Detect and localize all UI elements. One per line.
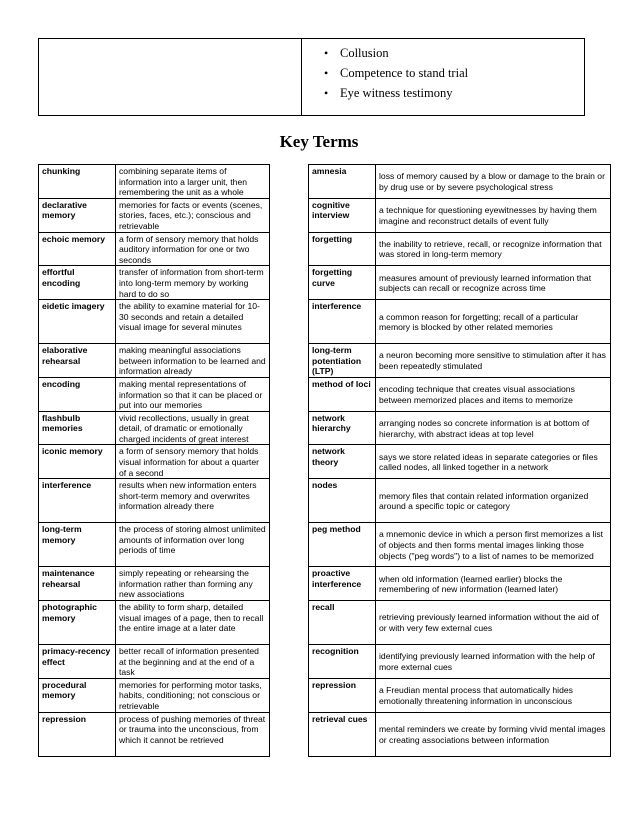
table-row <box>39 445 611 479</box>
left-term: chunking <box>39 165 116 199</box>
left-term: long-term memory <box>39 523 116 567</box>
spacer-cell <box>270 445 309 479</box>
right-term: network theory <box>309 445 376 479</box>
left-definition: results when new information enters short-term memory and overwrites information already there <box>116 479 270 523</box>
left-definition: making mental representations of information so that it can be placed or put into our memories <box>116 377 270 411</box>
left-definition: process of pushing memories of threat or trauma into the unconscious, from which it cannot be retrieved <box>116 712 270 756</box>
spacer-cell <box>270 165 309 199</box>
right-definition: retrieving previously learned information without the aid of or with very few external cues <box>376 601 611 645</box>
top-box-right-cell <box>302 39 584 115</box>
table-row <box>39 523 611 567</box>
left-term: elaborative rehearsal <box>39 344 116 378</box>
left-term: maintenance rehearsal <box>39 567 116 601</box>
left-term: primacy-recency effect <box>39 645 116 679</box>
table-row <box>39 344 611 378</box>
table-row <box>39 645 611 679</box>
right-term: nodes <box>309 479 376 523</box>
spacer-cell <box>270 712 309 756</box>
left-term: interference <box>39 479 116 523</box>
right-definition: measures amount of previously learned information that subjects can recall or recognize across time <box>376 266 611 300</box>
right-definition: the inability to retrieve, recall, or recognize information that was stored in long-term memory <box>376 232 611 266</box>
right-definition: mental reminders we create by forming vivid mental images or creating associations between information <box>376 712 611 756</box>
bullet-list <box>302 43 584 103</box>
spacer-cell <box>270 411 309 445</box>
bullet-item <box>324 43 584 63</box>
key-terms-body <box>39 165 611 757</box>
spacer-cell <box>270 601 309 645</box>
spacer-cell <box>270 232 309 266</box>
table-row <box>39 601 611 645</box>
page-title: Key Terms <box>279 132 359 151</box>
right-definition: says we store related ideas in separate categories or files called nodes, all linked together in a network <box>376 445 611 479</box>
right-definition: a technique for questioning eyewitnesses by having them imagine and reconstruct details of event fully <box>376 198 611 232</box>
right-definition: identifying previously learned information with the help of more external cues <box>376 645 611 679</box>
right-term: forgetting <box>309 232 376 266</box>
spacer-cell <box>270 523 309 567</box>
bullet-text: Collusion <box>340 46 389 60</box>
spacer-cell <box>270 678 309 712</box>
table-row <box>39 712 611 756</box>
table-row <box>39 411 611 445</box>
right-definition: a neuron becoming more sensitive to stimulation after it has been repeatedly stimulated <box>376 344 611 378</box>
right-term: recall <box>309 601 376 645</box>
right-term: long-term potentiation (LTP) <box>309 344 376 378</box>
bullet-item <box>324 83 584 103</box>
right-term: recognition <box>309 645 376 679</box>
spacer-cell <box>270 266 309 300</box>
table-row <box>39 567 611 601</box>
left-definition: memories for facts or events (scenes, stories, faces, etc.); conscious and retrievable <box>116 198 270 232</box>
table-row <box>39 165 611 199</box>
right-term: proactive interference <box>309 567 376 601</box>
bullet-icon: • <box>324 46 329 60</box>
right-definition: memory files that contain related information organized around a specific topic or category <box>376 479 611 523</box>
bullet-text: Eye witness testimony <box>340 86 453 100</box>
left-definition: a form of sensory memory that holds auditory information for one or two seconds <box>116 232 270 266</box>
right-term: forgetting curve <box>309 266 376 300</box>
right-term: network hierarchy <box>309 411 376 445</box>
left-definition: making meaningful associations between information to be learned and information already <box>116 344 270 378</box>
table-row <box>39 232 611 266</box>
spacer-cell <box>270 479 309 523</box>
left-definition: the process of storing almost unlimited amounts of information over long periods of time <box>116 523 270 567</box>
left-term: echoic memory <box>39 232 116 266</box>
spacer-cell <box>270 645 309 679</box>
right-definition: a common reason for forgetting; recall of a particular memory is blocked by other related memories <box>376 300 611 344</box>
right-term: cognitive interview <box>309 198 376 232</box>
right-term: interference <box>309 300 376 344</box>
left-term: declarative memory <box>39 198 116 232</box>
table-row <box>39 266 611 300</box>
bullet-icon: • <box>324 86 329 100</box>
left-term: effortful encoding <box>39 266 116 300</box>
key-terms-table <box>38 164 611 757</box>
table-row <box>39 198 611 232</box>
left-definition: transfer of information from short-term into long-term memory by working hard to do so <box>116 266 270 300</box>
table-row <box>39 479 611 523</box>
left-definition: memories for performing motor tasks, habits, conditioning; not conscious or retrievable <box>116 678 270 712</box>
left-definition: a form of sensory memory that holds visual information for about a quarter of a second <box>116 445 270 479</box>
right-definition: arranging nodes so concrete information is at bottom of hierarchy, with abstract ideas at top level <box>376 411 611 445</box>
left-term: repression <box>39 712 116 756</box>
table-row <box>39 377 611 411</box>
right-term: amnesia <box>309 165 376 199</box>
left-definition: the ability to examine material for 10-30 seconds and retain a detailed visual image for several minutes <box>116 300 270 344</box>
left-term: eidetic imagery <box>39 300 116 344</box>
spacer-cell <box>270 344 309 378</box>
spacer-cell <box>270 198 309 232</box>
right-definition: a mnemonic device in which a person first memorizes a list of objects and then forms mental images linking those objects ("peg words") to a list of names to be memorized <box>376 523 611 567</box>
right-term: peg method <box>309 523 376 567</box>
spacer-cell <box>270 377 309 411</box>
right-term: method of loci <box>309 377 376 411</box>
left-definition: combining separate items of information into a larger unit, then remembering the unit as a whole <box>116 165 270 199</box>
right-definition: a Freudian mental process that automatically hides emotionally threatening information in unconscious <box>376 678 611 712</box>
left-definition: the ability to form sharp, detailed visual images of a page, then to recall the entire image at a later date <box>116 601 270 645</box>
left-term: photographic memory <box>39 601 116 645</box>
left-definition: better recall of information presented at the beginning and at the end of a task <box>116 645 270 679</box>
left-term: iconic memory <box>39 445 116 479</box>
right-term: repression <box>309 678 376 712</box>
right-definition: loss of memory caused by a blow or damage to the brain or by drug use or by severe psychological stress <box>376 165 611 199</box>
left-term: flashbulb memories <box>39 411 116 445</box>
top-box-left-cell <box>39 39 302 115</box>
bullet-text: Competence to stand trial <box>340 66 469 80</box>
left-definition: vivid recollections, usually in great detail, of dramatic or emotionally charged incidents of great interest <box>116 411 270 445</box>
spacer-cell <box>270 300 309 344</box>
top-box <box>38 38 585 116</box>
table-row <box>39 300 611 344</box>
bullet-item <box>324 63 584 83</box>
bullet-icon: • <box>324 66 329 80</box>
right-definition: when old information (learned earlier) blocks the remembering of new information (learned later) <box>376 567 611 601</box>
spacer-cell <box>270 567 309 601</box>
table-row <box>39 678 611 712</box>
left-term: procedural memory <box>39 678 116 712</box>
left-term: encoding <box>39 377 116 411</box>
right-definition: encoding technique that creates visual associations between memorized places and items to memorize <box>376 377 611 411</box>
left-definition: simply repeating or rehearsing the information rather than forming any new associations <box>116 567 270 601</box>
right-term: retrieval cues <box>309 712 376 756</box>
